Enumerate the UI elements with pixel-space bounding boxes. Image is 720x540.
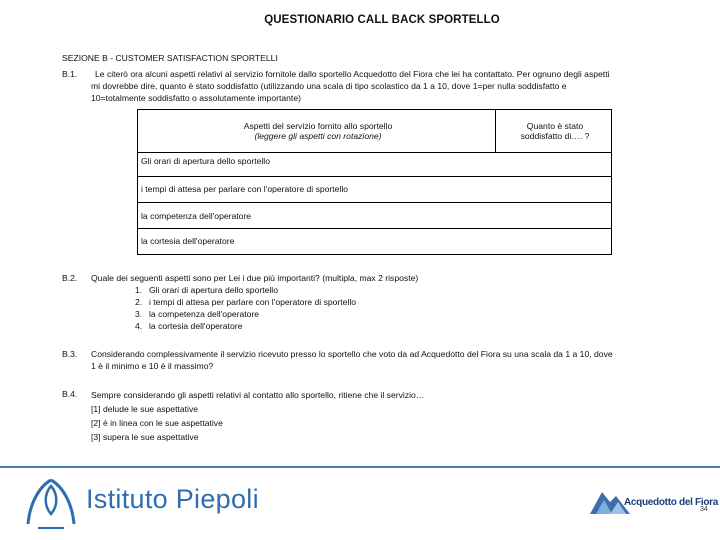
table-row-label: la competenza dell'operatore: [141, 211, 252, 221]
list-item: 2. i tempi di attesa per parlare con l'operatore di sportello: [135, 297, 357, 307]
piepoli-logo-icon: [20, 472, 82, 534]
page-number: 34: [700, 506, 708, 513]
question-b3: [91, 348, 701, 372]
answer-option: [3] supera le sue aspettative: [91, 432, 199, 442]
list-item: 1. Gli orari di apertura dello sportello: [135, 285, 278, 295]
piepoli-logo-text: Istituto Piepoli: [86, 484, 259, 514]
answer-option: [1] delude le sue aspettative: [91, 404, 199, 414]
table-row-label: i tempi di attesa per parlare con l'operatore di sportello: [141, 184, 349, 194]
question-b4-text: Sempre considerando gli aspetti relativi al contatto allo sportello, ritiene che il servizio…: [91, 390, 425, 400]
acquedotto-logo-text: Acquedotto del Fiora: [624, 497, 719, 508]
table-header-satisfaction-line1: Quanto è stato: [526, 121, 584, 131]
table-header-satisfaction-line2: soddisfatto di…. ?: [520, 131, 590, 141]
table-row-label: Gli orari di apertura dello sportello: [141, 156, 270, 166]
table-header-aspects: [138, 110, 496, 153]
table-row: [137, 177, 612, 203]
table-row: [137, 203, 612, 229]
question-number-b2: B.2.: [62, 273, 78, 283]
footer-divider: [0, 466, 720, 468]
satisfaction-table: [137, 109, 612, 153]
table-header-aspects-line2: (leggere gli aspetti con rotazione): [254, 131, 382, 141]
question-b2-text: Quale dei seguenti aspetti sono per Lei i due più importanti? (multipla, max 2 risposte): [91, 273, 419, 283]
question-b2-options: [91, 284, 701, 332]
question-number-b3: B.3.: [62, 349, 78, 359]
table-rows: [143, 151, 612, 255]
question-b1-line2: mi dovrebbe dire, quanto è stato soddisfatto (utilizzando una scala di tipo scolastico da 1 a 10, dove 1=per nulla soddisfatto e: [91, 81, 567, 91]
table-header-row: [138, 110, 612, 153]
section-title: SEZIONE B - CUSTOMER SATISFACTION SPORTELLI: [62, 53, 278, 63]
question-b4: [91, 388, 701, 444]
question-b1-text: [91, 68, 705, 104]
question-b1-line1: Le citerò ora alcuni aspetti relativi al servizio fornitole dallo sportello Acquedotto del Fiora che lei ha contattato. Per ognuno degli aspetti: [95, 69, 610, 79]
page-title: QUESTIONARIO CALL BACK SPORTELLO: [264, 14, 500, 26]
table-row: [137, 229, 612, 255]
answer-option: [2] è in linea con le sue aspettative: [91, 418, 223, 428]
question-b3-line2: 1 è il minimo e 10 è il massimo?: [91, 361, 214, 371]
question-b2: [91, 272, 701, 332]
question-b3-line1: Considerando complessivamente il servizio ricevuto presso lo sportello che voto da ad Acquedotto del Fiora su una scala da 1 a 10, dove: [91, 349, 613, 359]
question-b1-line3: 10=totalmente soddisfatto o assolutamente importante): [91, 93, 301, 103]
question-number-b4: B.4.: [62, 389, 78, 399]
list-item: 4. la cortesia dell'operatore: [135, 321, 243, 331]
table-header-aspects-line1: Aspetti del servizio fornito allo sportello: [243, 121, 393, 131]
table-row-label: la cortesia dell'operatore: [141, 236, 235, 246]
list-item: 3. la competenza dell'operatore: [135, 309, 260, 319]
table-header-satisfaction: [496, 110, 612, 153]
question-number-b1: B.1.: [62, 69, 78, 79]
table-row: [137, 151, 612, 177]
